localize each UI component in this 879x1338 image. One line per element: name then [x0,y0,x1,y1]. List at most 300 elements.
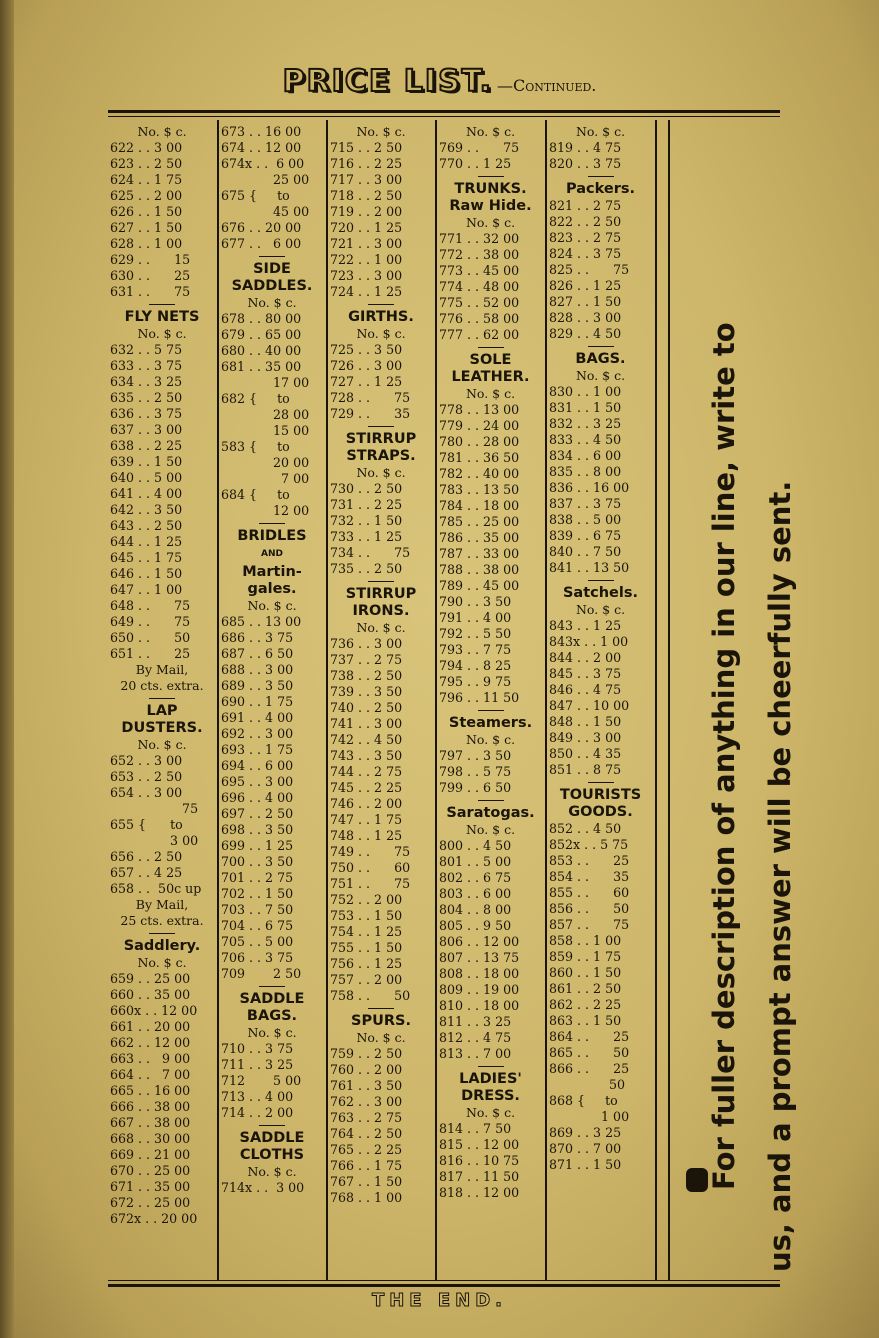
price-row: 847 . . 10 00 [549,698,630,713]
price-row: 718 . . 2 50 [330,188,403,203]
price-row: 644 . . 1 25 [110,534,183,549]
price-row: 663 . . 9 00 [110,1051,191,1066]
price-row: 859 . . 1 75 [549,949,622,964]
price-row: 815 . . 12 00 [439,1137,520,1152]
column-note: No. $ c. [356,1030,406,1045]
price-row: 676 . . 20 00 [221,220,302,235]
price-row: 796 . . 11 50 [439,690,520,705]
price-row: 746 . . 2 00 [330,796,403,811]
price-row: 739 . . 3 50 [330,684,403,699]
bottom-rule-thin [108,1280,780,1281]
price-row: 866 . . 25 [549,1061,630,1076]
price-row: 638 . . 2 25 [110,438,183,453]
section-divider [149,933,175,934]
price-row: 799 . . 6 50 [439,780,512,795]
price-row: 868 { to [549,1093,618,1108]
price-row: 773 . . 45 00 [439,263,520,278]
price-row: 737 . . 2 75 [330,652,403,667]
page-title [0,64,879,99]
price-row: 657 . . 4 25 [110,865,183,880]
price-row: 711 . . 3 25 [221,1057,294,1072]
price-row: 696 . . 4 00 [221,790,294,805]
price-row: 758 . . 50 [330,988,411,1003]
price-row: 705 . . 5 00 [221,934,294,949]
price-row: 666 . . 38 00 [110,1099,191,1114]
price-row: 660x . . 12 00 [110,1003,198,1018]
column-note: No. $ c. [465,1105,516,1120]
section-heading: TOURISTS GOODS. [559,787,642,820]
price-row: 702 . . 1 50 [221,886,294,901]
price-row: 858 . . 1 00 [549,933,622,948]
column-note: No. $ c. [465,215,516,230]
price-row: 635 . . 2 50 [110,390,183,405]
price-row: 668 . . 30 00 [110,1131,191,1146]
price-row: 674 . . 12 00 [221,140,302,155]
section-divider [259,256,285,257]
section-heading: SOLE LEATHER. [451,352,530,385]
column-note: 25 cts. extra. [120,913,204,928]
price-row: 832 . . 3 25 [549,416,622,431]
price-row: 622 . . 3 00 [110,140,183,155]
price-row: 643 . . 2 50 [110,518,183,533]
price-row: 826 . . 1 25 [549,278,622,293]
price-row: 721 . . 3 00 [330,236,403,251]
price-row: 827 . . 1 50 [549,294,622,309]
price-row: 864 . . 25 [549,1029,630,1044]
price-row: 700 . . 3 50 [221,854,294,869]
price-row: 840 . . 7 50 [549,544,622,559]
price-row: 800 . . 4 50 [439,838,512,853]
price-row: 805 . . 9 50 [439,918,512,933]
price-row: 706 . . 3 75 [221,950,294,965]
column-divider [217,120,219,1280]
section-heading: AND [261,549,283,559]
column-note: No. $ c. [356,326,406,341]
price-column-4 [439,124,542,1201]
price-row: 818 . . 12 00 [439,1185,520,1200]
price-row: 693 . . 1 75 [221,742,294,757]
price-row: 785 . . 25 00 [439,514,520,529]
price-row: 813 . . 7 00 [439,1046,512,1061]
price-row: 692 . . 3 00 [221,726,294,741]
price-row: 865 . . 50 [549,1045,630,1060]
title-sub: —Continued. [497,76,597,95]
price-row: 753 . . 1 50 [330,908,403,923]
price-row: 749 . . 75 [330,844,411,859]
price-row: 780 . . 28 00 [439,434,520,449]
price-row: 672 . . 25 00 [110,1195,191,1210]
section-divider [259,986,285,987]
section-heading: FLY NETS [124,309,200,325]
column-note: No. $ c. [137,124,187,139]
column-note: No. $ c. [356,124,406,139]
section-divider [478,800,504,801]
price-row: 736 . . 3 00 [330,636,403,651]
section-divider [259,1125,285,1126]
column-divider [655,120,657,1280]
column-divider [326,120,328,1280]
price-row: 28 00 [221,407,310,422]
price-row: 801 . . 5 00 [439,854,512,869]
price-row: 648 . . 75 [110,598,191,613]
price-row: 662 . . 12 00 [110,1035,191,1050]
price-row: 741 . . 3 00 [330,716,403,731]
price-row: 754 . . 1 25 [330,924,403,939]
price-row: 837 . . 3 75 [549,496,622,511]
price-row: 627 . . 1 50 [110,220,183,235]
price-row: 769 . . 75 [439,140,520,155]
column-divider [435,120,437,1280]
section-heading: STIRRUP IRONS. [345,586,417,619]
book-spine [0,0,14,1338]
price-row: 766 . . 1 75 [330,1158,403,1173]
section-divider [478,176,504,177]
price-row: 1 00 [549,1109,630,1124]
price-row: 677 . . 6 00 [221,236,302,251]
price-row: 50 [549,1077,626,1092]
price-row: 849 . . 3 00 [549,730,622,745]
column-note: No. $ c. [465,386,516,401]
price-row: 725 . . 3 50 [330,342,403,357]
price-row: 869 . . 3 25 [549,1125,622,1140]
price-row: 625 . . 2 00 [110,188,183,203]
column-note: No. $ c. [247,1025,297,1040]
price-row: 629 . . 15 [110,252,191,267]
price-row: 724 . . 1 25 [330,284,403,299]
price-row: 779 . . 24 00 [439,418,520,433]
section-heading: Saddlery. [123,938,201,954]
price-row: 735 . . 2 50 [330,561,403,576]
price-row: 784 . . 18 00 [439,498,520,513]
price-row: 850 . . 4 35 [549,746,622,761]
price-row: 727 . . 1 25 [330,374,403,389]
price-row: 742 . . 4 50 [330,732,403,747]
price-row: 825 . . 75 [549,262,630,277]
price-row: 661 . . 20 00 [110,1019,191,1034]
price-row: 778 . . 13 00 [439,402,520,417]
price-row: 748 . . 1 25 [330,828,403,843]
price-row: 814 . . 7 50 [439,1121,512,1136]
price-row: 774 . . 48 00 [439,279,520,294]
price-row: 807 . . 13 75 [439,950,520,965]
column-note: No. $ c. [575,124,626,139]
price-row: 726 . . 3 00 [330,358,403,373]
price-row: 712 5 00 [221,1073,302,1088]
price-row: 645 . . 1 75 [110,550,183,565]
price-row: 834 . . 6 00 [549,448,622,463]
price-row: 670 . . 25 00 [110,1163,191,1178]
price-row: 658 . . 50c up [110,881,202,896]
price-row: 678 . . 80 00 [221,311,302,326]
price-row: 723 . . 3 00 [330,268,403,283]
section-divider [588,176,614,177]
the-end: THE END. [371,1290,508,1311]
price-row: 698 . . 3 50 [221,822,294,837]
section-divider [368,426,394,427]
price-row: 848 . . 1 50 [549,714,622,729]
price-row: 817 . . 11 50 [439,1169,520,1184]
price-row: 765 . . 2 25 [330,1142,403,1157]
section-divider [149,698,175,699]
price-row: 734 . . 75 [330,545,411,560]
price-column-5 [549,124,652,1173]
price-row: 809 . . 19 00 [439,982,520,997]
price-row: 843x . . 1 00 [549,634,629,649]
price-row: 699 . . 1 25 [221,838,294,853]
price-row: 828 . . 3 00 [549,310,622,325]
price-row: 790 . . 3 50 [439,594,512,609]
price-row: 756 . . 1 25 [330,956,403,971]
price-row: 839 . . 6 75 [549,528,622,543]
price-row: 755 . . 1 50 [330,940,403,955]
price-row: 633 . . 3 75 [110,358,183,373]
price-row: 731 . . 2 25 [330,497,403,512]
price-row: 637 . . 3 00 [110,422,183,437]
price-row: 631 . . 75 [110,284,191,299]
price-row: 651 . . 25 [110,646,191,661]
price-row: 761 . . 3 50 [330,1078,403,1093]
price-row: 768 . . 1 00 [330,1190,403,1205]
column-divider [545,120,547,1280]
price-row: 636 . . 3 75 [110,406,183,421]
section-divider [588,782,614,783]
price-row: 720 . . 1 25 [330,220,403,235]
price-row: 649 . . 75 [110,614,191,629]
price-row: 714x . . 3 00 [221,1180,305,1195]
price-row: 630 . . 25 [110,268,191,283]
price-row: 795 . . 9 75 [439,674,512,689]
price-row: 862 . . 2 25 [549,997,622,1012]
price-row: 653 . . 2 50 [110,769,183,784]
price-row: 777 . . 62 00 [439,327,520,342]
price-row: 3 00 [110,833,199,848]
section-heading: STIRRUP STRAPS. [345,431,417,464]
price-row: 791 . . 4 00 [439,610,512,625]
price-row: 628 . . 1 00 [110,236,183,251]
price-row: 787 . . 33 00 [439,546,520,561]
price-row: 854 . . 35 [549,869,630,884]
price-row: 641 . . 4 00 [110,486,183,501]
column-note: 20 cts. extra. [120,678,204,693]
price-row: 811 . . 3 25 [439,1014,512,1029]
price-row: 17 00 [221,375,310,390]
column-note: No. $ c. [465,822,516,837]
price-row: 861 . . 2 50 [549,981,622,996]
price-row: 788 . . 38 00 [439,562,520,577]
price-row: 20 00 [221,455,310,470]
price-row: 781 . . 36 50 [439,450,520,465]
price-row: 851 . . 8 75 [549,762,622,777]
price-row: 583 { to [221,439,290,454]
price-row: 757 . . 2 00 [330,972,403,987]
section-heading: BRIDLES [237,528,307,544]
price-row: 729 . . 35 [330,406,411,421]
price-row: 674x . . 6 00 [221,156,305,171]
price-row: 789 . . 45 00 [439,578,520,593]
price-row: 680 . . 40 00 [221,343,302,358]
column-note: No. $ c. [575,368,626,383]
price-row: 751 . . 75 [330,876,411,891]
price-row: 642 . . 3 50 [110,502,183,517]
price-row: 632 . . 5 75 [110,342,183,357]
price-row: 764 . . 2 50 [330,1126,403,1141]
price-row: 745 . . 2 25 [330,780,403,795]
price-row: 647 . . 1 00 [110,582,183,597]
column-divider [668,120,670,1280]
price-row: 846 . . 4 75 [549,682,622,697]
section-divider [368,581,394,582]
price-column-2 [221,124,323,1196]
price-row: 752 . . 2 00 [330,892,403,907]
price-row: 794 . . 8 25 [439,658,512,673]
price-row: 655 { to [110,817,183,832]
price-row: 656 . . 2 50 [110,849,183,864]
title-main: PRICE LIST. [282,64,493,99]
price-row: 759 . . 2 50 [330,1046,403,1061]
section-heading: BAGS. [575,351,626,367]
price-row: 863 . . 1 50 [549,1013,622,1028]
price-row: 685 . . 13 00 [221,614,302,629]
column-note: No. $ c. [575,602,626,617]
price-row: 7 00 [221,471,310,486]
price-row: 783 . . 13 50 [439,482,520,497]
price-row: 732 . . 1 50 [330,513,403,528]
price-row: 688 . . 3 00 [221,662,294,677]
price-row: 681 . . 35 00 [221,359,302,374]
price-row: 852x . . 5 75 [549,837,629,852]
price-row: 804 . . 8 00 [439,902,512,917]
price-row: 626 . . 1 50 [110,204,183,219]
price-row: 860 . . 1 50 [549,965,622,980]
column-note: No. $ c. [137,326,187,341]
price-row: 713 . . 4 00 [221,1089,294,1104]
price-row: 763 . . 2 75 [330,1110,403,1125]
price-row: 835 . . 8 00 [549,464,622,479]
section-divider [368,304,394,305]
price-row: 803 . . 6 00 [439,886,512,901]
price-row: 682 { to [221,391,290,406]
price-row: 770 . . 1 25 [439,156,512,171]
price-row: 831 . . 1 50 [549,400,622,415]
section-divider [478,710,504,711]
price-row: 675 { to [221,188,290,203]
column-note: No. $ c. [465,732,516,747]
price-row: 671 . . 35 00 [110,1179,191,1194]
column-note: No. $ c. [356,465,406,480]
price-row: 802 . . 6 75 [439,870,512,885]
price-row: 843 . . 1 25 [549,618,622,633]
price-row: 792 . . 5 50 [439,626,512,641]
price-row: 744 . . 2 75 [330,764,403,779]
price-row: 722 . . 1 00 [330,252,403,267]
price-row: 639 . . 1 50 [110,454,183,469]
price-row: 709 2 50 [221,966,302,981]
price-row: 716 . . 2 25 [330,156,403,171]
price-row: 870 . . 7 00 [549,1141,622,1156]
price-row: 672x . . 20 00 [110,1211,198,1226]
price-row: 767 . . 1 50 [330,1174,403,1189]
price-row: 793 . . 7 75 [439,642,512,657]
price-row: 710 . . 3 75 [221,1041,294,1056]
price-row: 822 . . 2 50 [549,214,622,229]
price-row: 786 . . 35 00 [439,530,520,545]
price-row: 772 . . 38 00 [439,247,520,262]
price-row: 760 . . 2 00 [330,1062,403,1077]
price-row: 829 . . 4 50 [549,326,622,341]
price-row: 841 . . 13 50 [549,560,630,575]
price-row: 782 . . 40 00 [439,466,520,481]
price-row: 810 . . 18 00 [439,998,520,1013]
price-row: 830 . . 1 00 [549,384,622,399]
column-note: No. $ c. [247,1164,297,1179]
price-row: 45 00 [221,204,310,219]
section-heading: Steamers. [448,715,533,731]
price-row: 824 . . 3 75 [549,246,622,261]
price-row: 689 . . 3 50 [221,678,294,693]
price-row: 703 . . 7 50 [221,902,294,917]
price-row: 738 . . 2 50 [330,668,403,683]
price-row: 695 . . 3 00 [221,774,294,789]
section-heading: Packers. [566,181,635,197]
price-row: 691 . . 4 00 [221,710,294,725]
price-row: 673 . . 16 00 [221,124,302,139]
price-row: 844 . . 2 00 [549,650,622,665]
section-divider [478,347,504,348]
price-row: 853 . . 25 [549,853,630,868]
section-heading: SIDE SADDLES. [231,261,313,294]
section-heading: LADIES' DRESS. [459,1071,522,1104]
price-row: 728 . . 75 [330,390,411,405]
price-row: 624 . . 1 75 [110,172,183,187]
top-rule-thin [108,116,780,117]
column-note: No. $ c. [465,124,516,139]
price-row: 857 . . 75 [549,917,630,932]
section-heading: GIRTHS. [348,309,414,325]
section-heading: Satchels. [562,585,639,601]
price-row: 717 . . 3 00 [330,172,403,187]
price-row: 845 . . 3 75 [549,666,622,681]
section-heading: Saratogas. [446,805,535,821]
section-heading: LAP DUSTERS. [121,703,203,736]
section-heading: Martin-gales. [242,564,302,597]
price-row: 665 . . 16 00 [110,1083,191,1098]
price-row: 852 . . 4 50 [549,821,622,836]
price-row: 871 . . 1 50 [549,1157,622,1172]
price-row: 697 . . 2 50 [221,806,294,821]
price-row: 12 00 [221,503,310,518]
price-row: 623 . . 2 50 [110,156,183,171]
pointing-hand-icon [686,1168,708,1192]
price-row: 838 . . 5 00 [549,512,622,527]
column-note: No. $ c. [356,620,406,635]
price-row: 659 . . 25 00 [110,971,191,986]
side-notice-line-1: For fuller description of anything in our line, write to [707,322,741,1190]
section-heading: SADDLE BAGS. [239,991,305,1024]
price-row: 762 . . 3 00 [330,1094,403,1109]
price-column-1 [110,124,214,1227]
section-heading: SADDLE CLOTHS [239,1130,305,1163]
price-row: 667 . . 38 00 [110,1115,191,1130]
price-row: 798 . . 5 75 [439,764,512,779]
column-note: No. $ c. [137,955,187,970]
price-row: 75 [110,801,199,816]
price-row: 833 . . 4 50 [549,432,622,447]
price-row: 775 . . 52 00 [439,295,520,310]
column-note: No. $ c. [247,598,297,613]
section-divider [259,523,285,524]
column-note: No. $ c. [137,737,187,752]
price-row: 740 . . 2 50 [330,700,403,715]
